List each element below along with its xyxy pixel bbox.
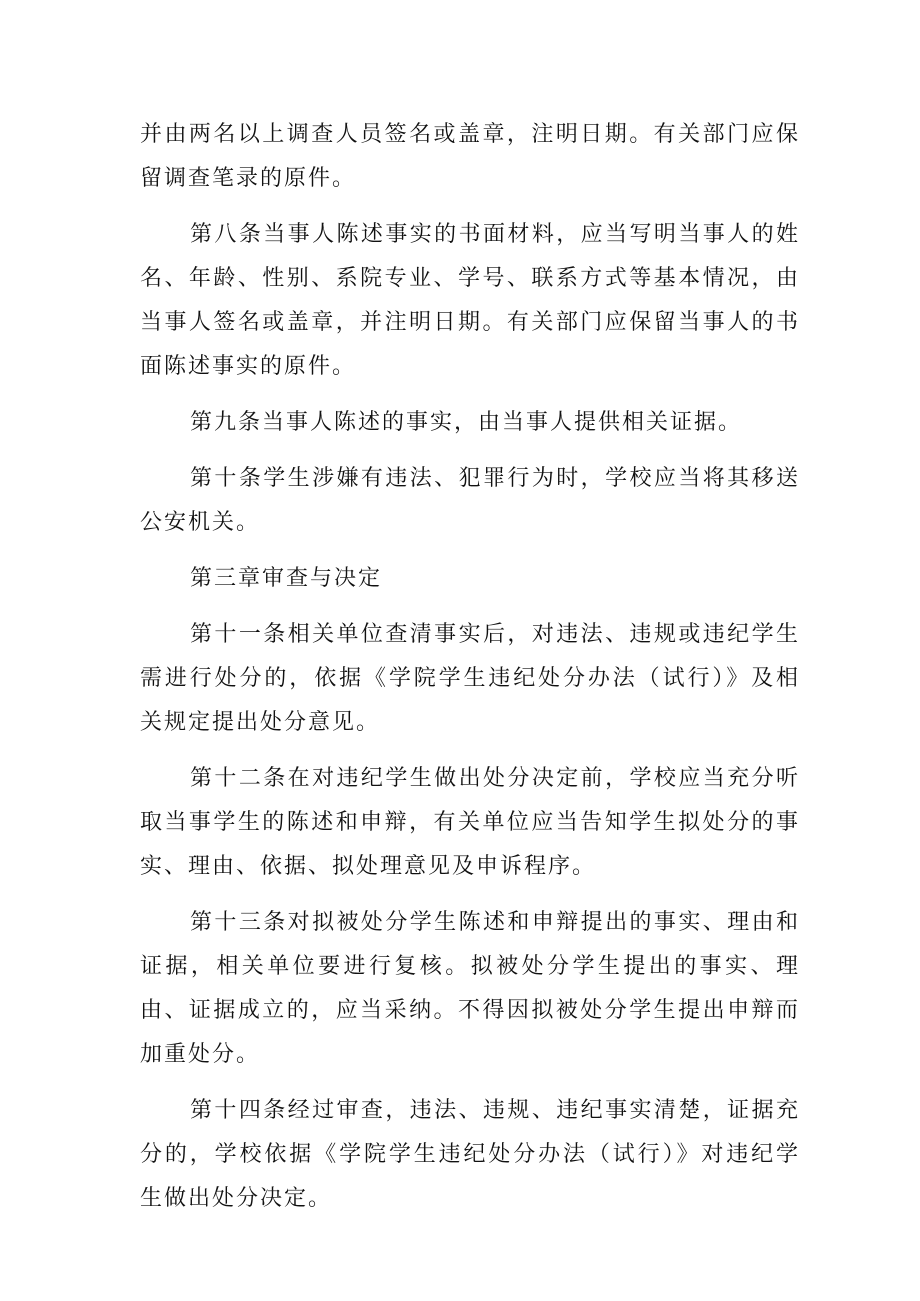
chapter-3-heading: 第三章审查与决定 xyxy=(190,566,383,591)
article-8: 第八条当事人陈述事实的书面材料，应当写明当事人的姓名、年龄、性别、系院专业、学号、联系方式等基本情况，由当事人签名或盖章，并注明日期。有关部门应保留当事人的书面陈述事实的原件。 xyxy=(140,222,800,379)
article-13: 第十三条对拟被处分学生陈述和申辩提出的事实、理由和证据，相关单位要进行复核。拟被处分学生提出的事实、理由、证据成立的，应当采纳。不得因拟被处分学生提出申辩而加重处分。 xyxy=(140,910,800,1067)
article-10: 第十条学生涉嫌有违法、犯罪行为时，学校应当将其移送公安机关。 xyxy=(140,466,800,535)
article-12: 第十二条在对违纪学生做出处分决定前，学校应当充分听取当事学生的陈述和申辩，有关单位应当告知学生拟处分的事实、理由、依据、拟处理意见及申诉程序。 xyxy=(140,766,800,879)
article-11: 第十一条相关单位查清事实后，对违法、违规或违纪学生需进行处分的，依据《学院学生违纪处分办法（试行）》及相关规定提出处分意见。 xyxy=(140,622,800,735)
article-9: 第九条当事人陈述的事实，由当事人提供相关证据。 xyxy=(190,410,743,435)
article-14: 第十四条经过审查，违法、违规、违纪事实清楚，证据充分的，学校依据《学院学生违纪处分办法（试行）》对违纪学生做出处分决定。 xyxy=(140,1098,800,1211)
paragraph-continuation: 并由两名以上调查人员签名或盖章，注明日期。有关部门应保留调查笔录的原件。 xyxy=(140,122,800,191)
document-page xyxy=(140,113,800,1233)
